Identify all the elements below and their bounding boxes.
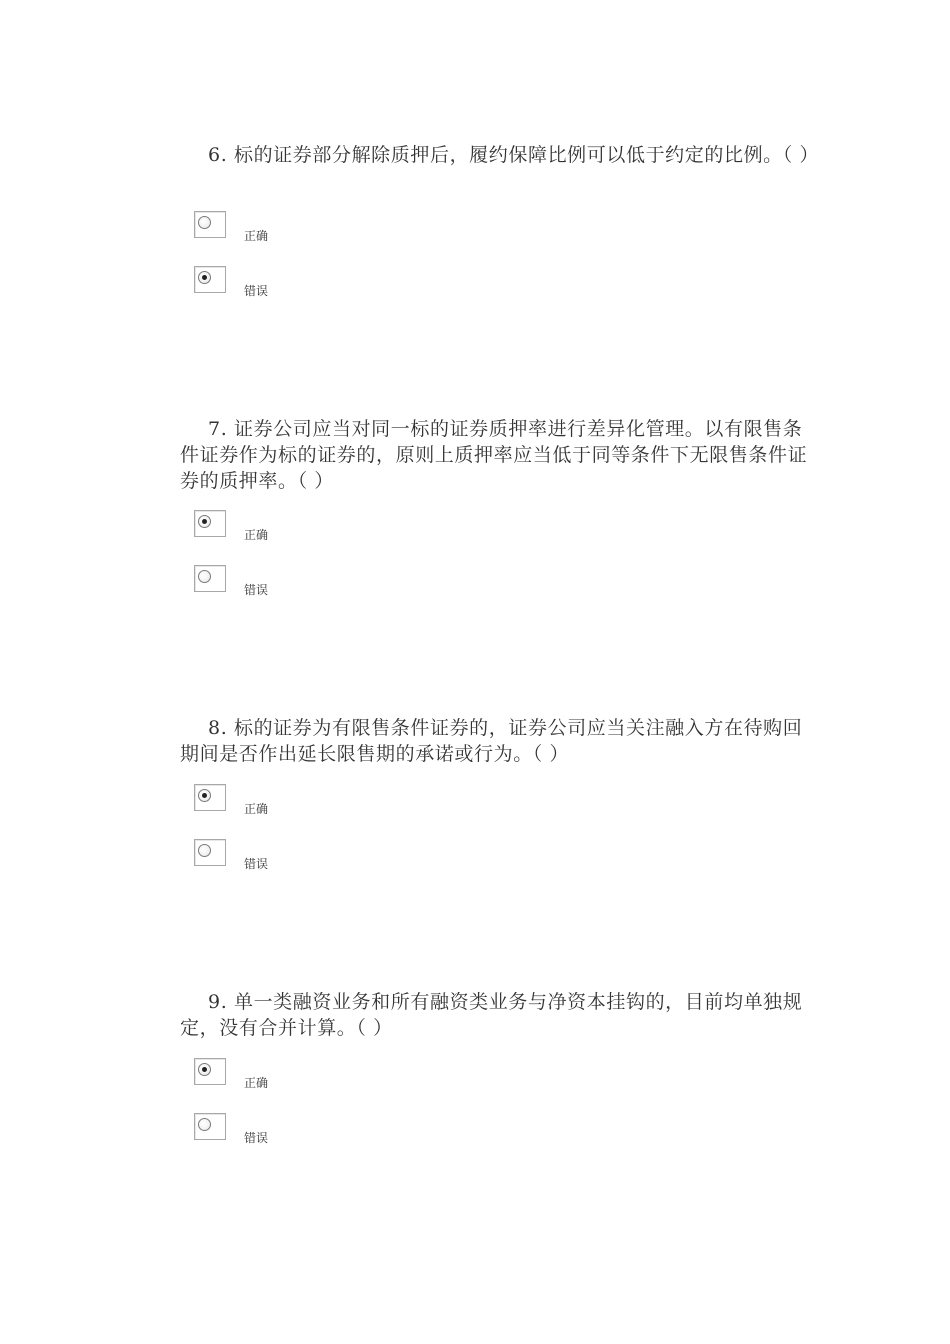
option-label: 错误: [244, 583, 269, 597]
option-label: 错误: [244, 1131, 269, 1145]
radio-button[interactable]: [194, 266, 226, 293]
radio-button[interactable]: [194, 1058, 226, 1085]
radio-selected-icon: [198, 271, 211, 284]
option-wrong[interactable]: [194, 1113, 334, 1153]
option-label: 正确: [244, 1076, 269, 1090]
radio-button[interactable]: [194, 784, 226, 811]
radio-button[interactable]: [194, 839, 226, 866]
option-correct[interactable]: [194, 510, 334, 550]
radio-button[interactable]: [194, 510, 226, 537]
question-text: 8. 标的证券为有限售条件证券的，证券公司应当关注融入方在待购回期间是否作出延长限售期的承诺或行为。（ ）: [180, 717, 803, 765]
radio-selected-icon: [198, 789, 211, 802]
option-label: 错误: [244, 857, 269, 871]
radio-selected-icon: [198, 1063, 211, 1076]
option-label: 正确: [244, 229, 269, 243]
option-correct[interactable]: [194, 784, 334, 824]
option-wrong[interactable]: [194, 839, 334, 879]
radio-unselected-icon: [198, 216, 211, 229]
radio-unselected-icon: [198, 844, 211, 857]
question-text: 6. 标的证券部分解除质押后，履约保障比例可以低于约定的比例。（ ）: [208, 144, 820, 166]
option-correct[interactable]: [194, 1058, 334, 1098]
radio-button[interactable]: [194, 565, 226, 592]
option-label: 正确: [244, 528, 269, 542]
radio-selected-icon: [198, 515, 211, 528]
option-label: 错误: [244, 284, 269, 298]
question-text: 7. 证券公司应当对同一标的证券质押率进行差异化管理。以有限售条件证券作为标的证券的，原则上质押率应当低于同等条件下无限售条件证券的质押率。（ ）: [180, 418, 808, 492]
option-correct[interactable]: [194, 211, 334, 251]
radio-unselected-icon: [198, 1118, 211, 1131]
question-text: 9. 单一类融资业务和所有融资类业务与净资本挂钩的，目前均单独规定，没有合并计算。（ ）: [180, 991, 803, 1039]
option-wrong[interactable]: [194, 266, 334, 306]
radio-button[interactable]: [194, 211, 226, 238]
option-label: 正确: [244, 802, 269, 816]
option-wrong[interactable]: [194, 565, 334, 605]
radio-unselected-icon: [198, 570, 211, 583]
radio-button[interactable]: [194, 1113, 226, 1140]
